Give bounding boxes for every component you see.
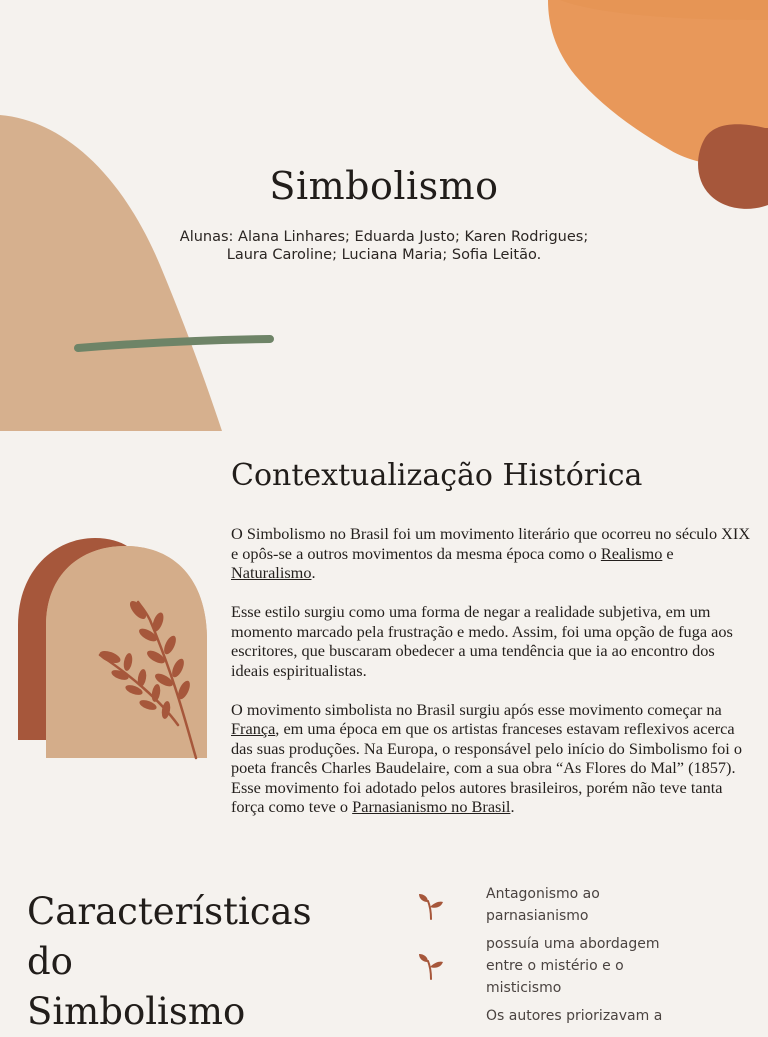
page-title: Simbolismo xyxy=(269,164,499,208)
link-parnasianismo[interactable]: Parnasianismo no Brasil xyxy=(352,797,511,816)
characteristics-heading: Características do Simbolismo xyxy=(27,890,312,1033)
link-realismo[interactable]: Realismo xyxy=(600,543,663,563)
section-heading: Contextualização Histórica xyxy=(231,458,643,493)
list-item: Os autores priorizavam a xyxy=(486,1008,663,1024)
authors-line: Laura Caroline; Luciana Maria; Sofia Leitão. xyxy=(226,247,542,263)
paragraph: Esse estilo surgiu como uma forma de negar a realidade subjetiva, em um momento marcado pela frustração e medo. Assim, foi uma opção de fuga aos escritores, que buscaram obedecer a uma tendência que ia ao encontro dos ideais espiritualistas. xyxy=(231,602,733,680)
sprout-icon xyxy=(418,952,444,980)
paragraph: O movimento simbolista no Brasil surgiu após esse movimento começar na França, em uma época em que os artistas franceses estavam reflexivos acerca das suas produções. Na Europa, o responsável pelo início do Simbolismo foi o poeta francês Charles Baudelaire, com a sua obra “As Flores do Mal” (1857). Esse movimento foi adotado pelos autores brasileiros, porém não teve tanta força como teve o Parnasianismo no Brasil. xyxy=(231,699,742,816)
tan-arch-shape xyxy=(0,0,300,440)
link-naturalismo[interactable]: Naturalismo xyxy=(231,563,312,582)
list-item: possuía uma abordagem entre o mistério e o misticismo xyxy=(486,936,660,996)
link-franca[interactable]: França xyxy=(231,719,276,738)
sprout-icon xyxy=(418,892,444,920)
context-body xyxy=(231,524,751,836)
authors-line: Alunas: Alana Linhares; Eduarda Justo; Karen Rodrigues; xyxy=(179,229,589,245)
paragraph: O Simbolismo no Brasil foi um movimento literário que ocorreu no século XIX e opôs-se a outros movimentos da mesma época como o Realismo e Naturalismo. xyxy=(231,524,751,582)
list-item: Antagonismo ao parnasianismo xyxy=(486,886,600,924)
arch-plant-illustration xyxy=(10,530,220,770)
authors-list xyxy=(0,228,768,264)
